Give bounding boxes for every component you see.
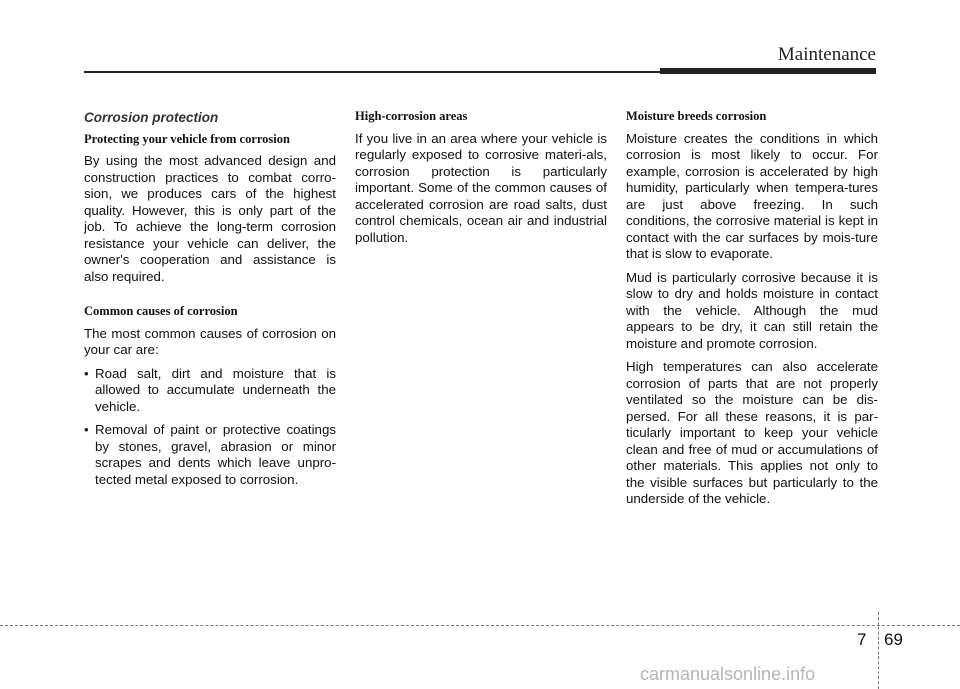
footer-divider bbox=[878, 612, 879, 689]
paragraph-protecting: By using the most advanced design and construction practices to combat corro-sion, we produces cars of the highest quality. However, this is only part of the job. To achieve the long-term corrosion resistance your vehicle can deliver, the owner's cooperation and assistance is also required. bbox=[84, 153, 336, 284]
footer-rule bbox=[0, 625, 960, 626]
list-item: • Removal of paint or protective coatings by stones, gravel, abrasion or minor scrapes and dents which leave unpro-tected metal exposed to corrosion. bbox=[84, 422, 336, 488]
paragraph-high-corrosion: If you live in an area where your vehicle is regularly exposed to corrosive materi-als, corrosion protection is particularly important. Some of the common causes of accelerated corrosion are road salts, dust control chemicals, ocean air and industrial pollution. bbox=[355, 130, 607, 245]
subheading-high-corrosion: High-corrosion areas bbox=[355, 109, 468, 123]
paragraph-moisture-2: Mud is particularly corrosive because it is slow to dry and holds moisture in contact with the vehicle. Although the mud appears to be dry, it can still retain the moisture and promote corrosion. bbox=[626, 269, 878, 351]
page-number: 69 bbox=[884, 630, 903, 649]
causes-list bbox=[84, 366, 336, 489]
header-title: Maintenance bbox=[777, 44, 876, 65]
column-right bbox=[626, 108, 878, 515]
chapter-number: 7 bbox=[857, 630, 867, 649]
section-title: Corrosion protection bbox=[84, 110, 219, 125]
paragraph-moisture-1: Moisture creates the conditions in which corrosion is most likely to occur. For example, corrosion is accelerated by high humidity, particularly when tempera-tures are just above freezing. In such conditions, the corrosive material is kept in contact with the car surfaces by mois-ture that is slow to evaporate. bbox=[626, 130, 878, 261]
column-left bbox=[84, 108, 336, 495]
header-rule bbox=[84, 71, 684, 73]
list-item: • Road salt, dirt and moisture that is allowed to accumulate underneath the vehicle. bbox=[84, 366, 336, 416]
watermark: carmanualsonline.info bbox=[640, 664, 816, 684]
paragraph-common-causes: The most common causes of corrosion on your car are: bbox=[84, 325, 336, 357]
subheading-moisture: Moisture breeds corrosion bbox=[626, 109, 767, 123]
paragraph-moisture-3: High temperatures can also accelerate corrosion of parts that are not properly ventilated so the moisture can be dis-persed. For all these reasons, it is par-ticularly important to keep your vehicle clean and free of mud or accumulations of other materials. This applies not only to the visible surfaces but particularly to the underside of the vehicle. bbox=[626, 359, 878, 506]
subheading-common-causes: Common causes of corrosion bbox=[84, 304, 238, 318]
column-middle bbox=[355, 108, 607, 253]
header-rule-accent bbox=[660, 68, 876, 74]
subheading-protecting: Protecting your vehicle from corrosion bbox=[84, 131, 290, 146]
